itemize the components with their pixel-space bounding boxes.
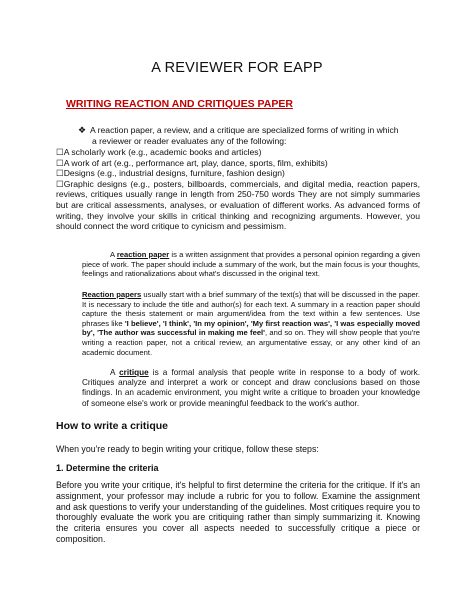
how-to-heading: How to write a critique [56,420,169,432]
how-to-intro: When you're ready to begin writing your critique, follow these steps: [56,444,319,454]
diamond-bullet-icon: ❖ [78,125,87,135]
list-item: ☐Designs (e.g., industrial designs, furniture, fashion design) [56,168,285,179]
reaction-paper-paragraph: A reaction paper is a written assignment that provides a personal opinion regarding a given piece of work. The paper should include a summary of the work, but the main focus is your thoughts, feelings and rationalizations about what's discussed in the original text. [82,250,420,279]
list-item: ☐A scholarly work (e.g., academic books and articles) [56,147,262,157]
checkbox-icon: ☐ [56,147,64,157]
intro-list [56,147,420,232]
term-critique: critique [119,368,149,377]
intro-line-1: A reaction paper, a review, and a critique are specialized forms of writing in which [90,125,399,135]
step-1-heading: 1. Determine the criteria [56,463,159,473]
critique-paragraph: A critique is a formal analysis that people write in response to a body of work. Critiques analyze and interpret a work or concept and draw conclusions based on those findings. In an academic environment, you might write a critique to broaden your knowledge of someone else's work or provide meaningful feedback to the work's author. [82,368,420,408]
reaction-papers-paragraph: Reaction papers usually start with a brief summary of the text(s) that will be discussed in the paper. It is necessary to include the title and author(s) for each text. A summary in a reaction paper should capture the thesis statement or main argument/idea from the text within a few sentences. Use phrases like 'I believe', 'I think', 'In my opinion', 'My first reaction was', 'I was especially moved by', 'The author was successful in making me feel', and so on. They will show people that you're writing a reaction paper, not a critical review, an argumentative essay, or any other kind of an academic document. [82,290,420,357]
page-title: A REVIEWER FOR EAPP [151,60,323,76]
step-1-text: Before you write your critique, it's helpful to first determine the criteria for the critique. If it's an assignment, your professor may include a rubric for you to follow. Examine the assignment and ask questions to verify your understanding of the guidelines. Most critiques require you to thoroughly evaluate the work you are critiquing rather than simply summarizing it. Knowing the criteria ensures you cover all aspects needed to successfully critique a piece or composition. [56,480,420,544]
checkbox-icon: ☐ [56,168,64,179]
checkbox-icon: ☐ [56,157,64,168]
list-item: ☐Graphic designs (e.g., posters, billboards, commercials, and digital media, reaction papers, reviews, critiques usually range in length from 250-750 words They are not simply summaries but are critical assessments, analyses, or evaluation of different works. As advanced forms of writing, they involve your skills in critical thinking and recognizing arguments. However, you should connect the word critique to cynicism and pessimism. [56,178,420,232]
example-phrases: 'I believe', 'I think', 'In my opinion', 'My first reaction was', 'I was especially moved by', 'The author was successful in making me feel' [82,318,420,338]
intro-line-2: a reviewer or reader evaluates any of the following: [92,135,287,146]
checkbox-icon: ☐ [56,178,64,189]
term-reaction-papers: Reaction papers [82,290,142,299]
section-subtitle: WRITING REACTION AND CRITIQUES PAPER [66,98,293,110]
term-reaction-paper: reaction paper [116,250,170,259]
intro-bullet-paragraph [78,125,420,146]
list-item: ☐A work of art (e.g., performance art, play, dance, sports, film, exhibits) [56,157,328,168]
